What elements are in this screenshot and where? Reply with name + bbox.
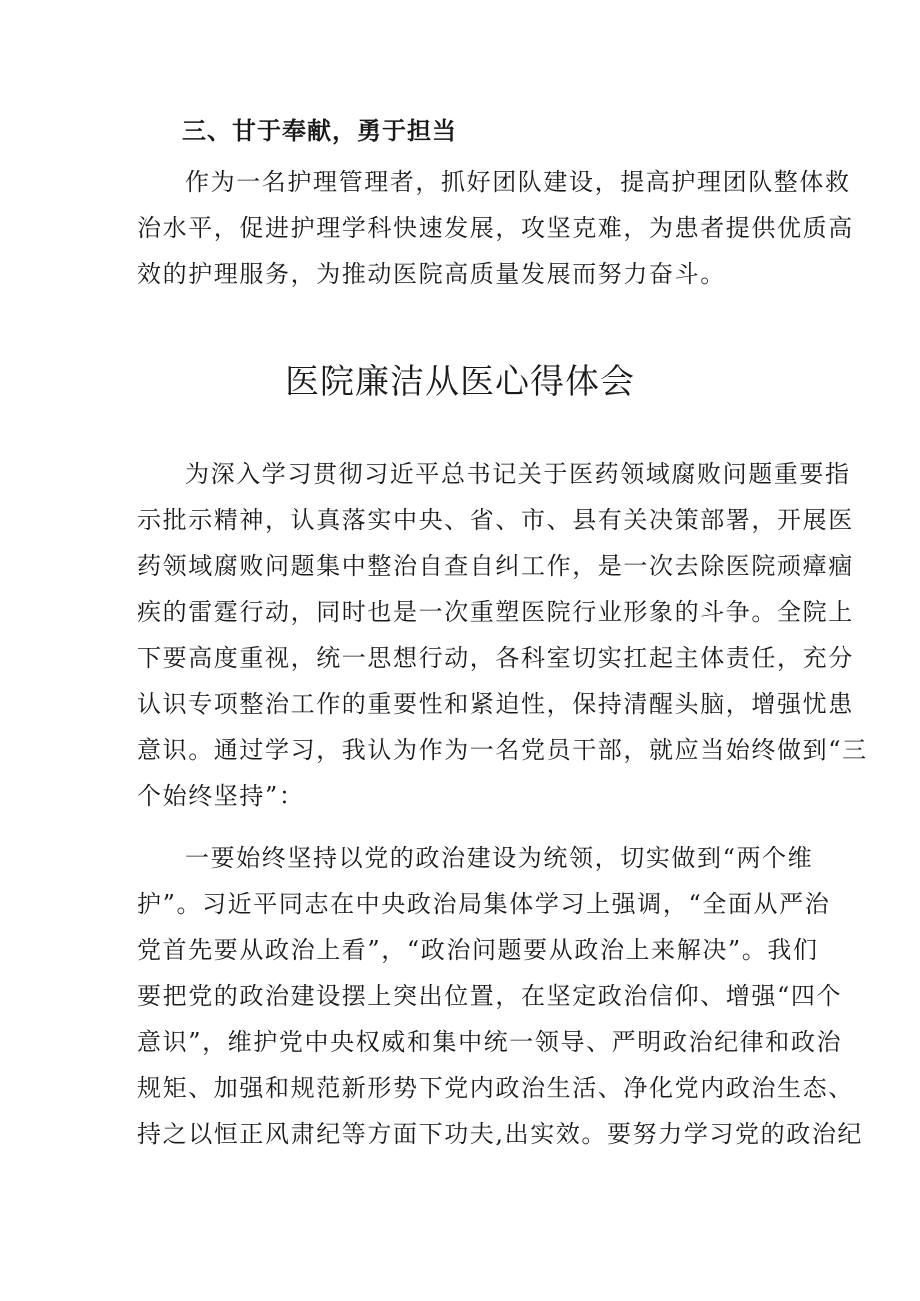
section-heading: 三、甘于奉献，勇于担当 — [182, 117, 457, 145]
body-line: 作为一名护理管理者，抓好团队建设，提高护理团队整体救 — [185, 168, 851, 196]
body-line: 示批示精神，认真落实中央、省、市、县有关决策部署，开展医 — [137, 506, 854, 534]
body-line: 党首先要从政治上看”，“政治问题要从政治上来解决”。我们 — [137, 936, 819, 964]
body-line: 下要高度重视，统一思想行动，各科室切实扛起主体责任，充分 — [137, 644, 854, 672]
body-line: 为深入学习贯彻习近平总书记关于医药领域腐败问题重要指 — [185, 460, 851, 488]
body-line: 护”。习近平同志在中央政治局集体学习上强调，“全面从严治 — [137, 890, 831, 918]
body-line: 认识专项整治工作的重要性和紧迫性，保持清醒头脑，增强忧患 — [137, 690, 854, 718]
body-line: 药领域腐败问题集中整治自查自纠工作，是一次去除医院顽瘴痼 — [137, 552, 854, 580]
body-line: 疾的雷霆行动，同时也是一次重塑医院行业形象的斗争。全院上 — [137, 598, 854, 626]
body-line: 要把党的政治建设摆上突出位置，在坚定政治信仰、增强“四个 — [137, 982, 843, 1010]
body-line: 一要始终坚持以党的政治建设为统领，切实做到“两个维 — [185, 844, 814, 872]
body-line: 持之以恒正风肃纪等方面下功夫,出实效。要努力学习党的政治纪 — [137, 1120, 864, 1148]
body-line: 个始终坚持”： — [137, 782, 305, 810]
body-line: 效的护理服务，为推动医院高质量发展而努力奋斗。 — [137, 260, 726, 288]
body-line: 治水平，促进护理学科快速发展，攻坚克难，为患者提供优质高 — [137, 214, 854, 242]
article-title: 医院廉洁从医心得体会 — [285, 362, 635, 402]
body-line: 规矩、加强和规范新形势下党内政治生活、净化党内政治生态、 — [137, 1074, 854, 1102]
body-line: 意识。通过学习，我认为作为一名党员干部，就应当始终做到“三 — [137, 736, 868, 764]
body-line: 意识”，维护党中央权威和集中统一领导、严明政治纪律和政治 — [137, 1028, 843, 1056]
